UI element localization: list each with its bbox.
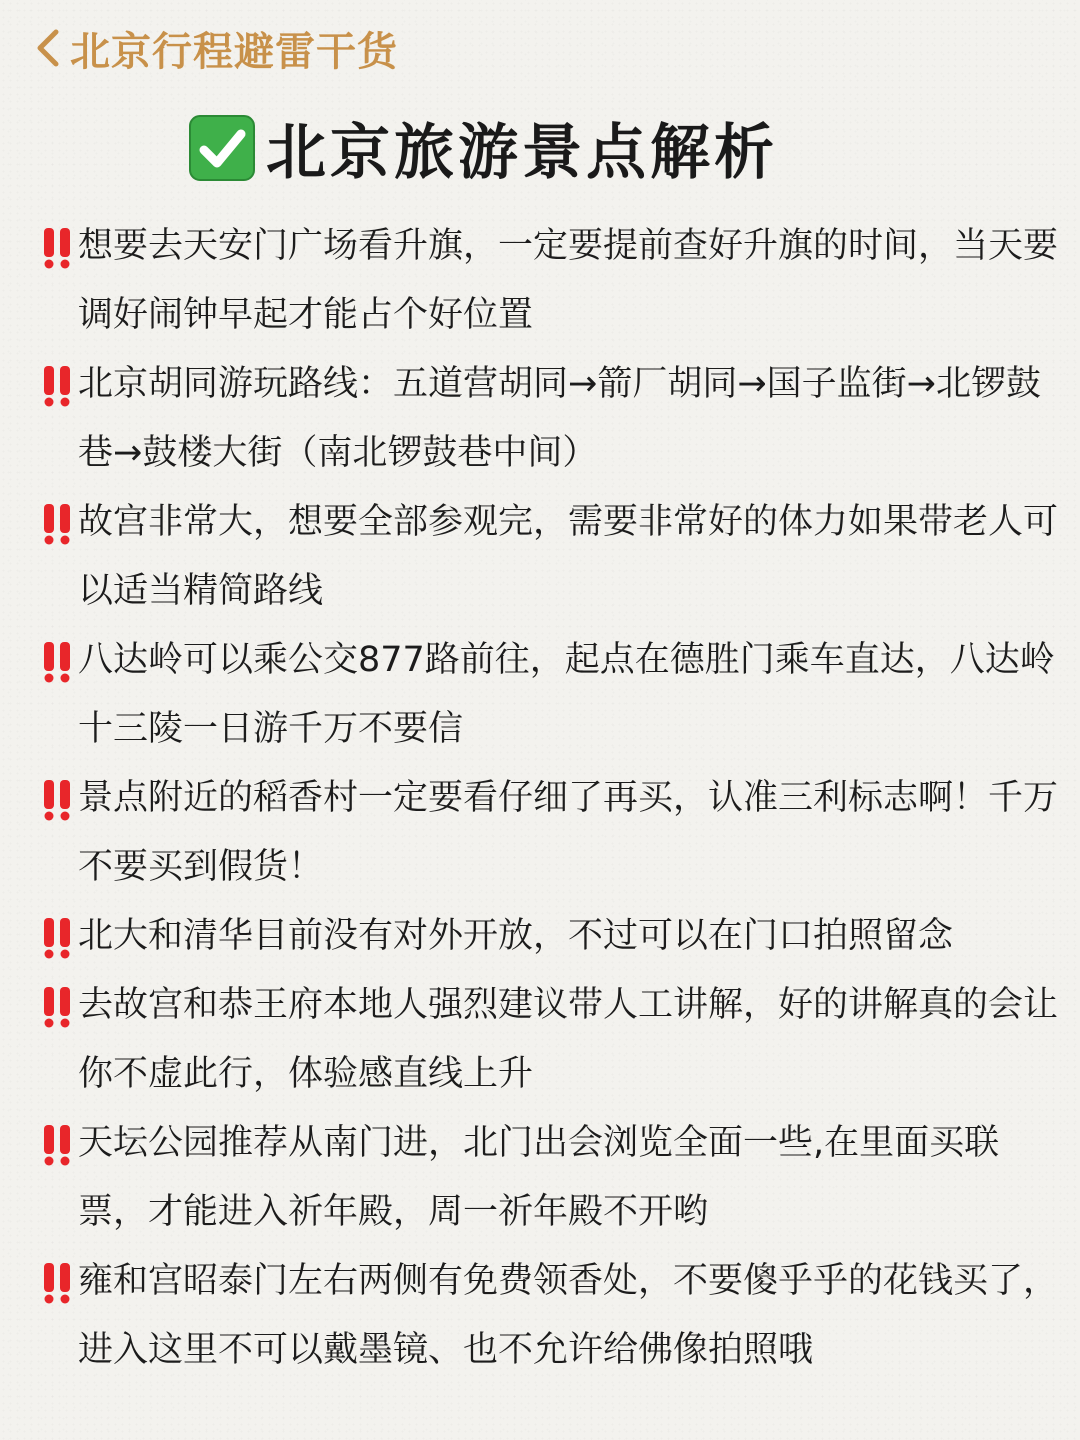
tip-text: 北京胡同游玩路线：五道营胡同→箭厂胡同→国子监街→北锣鼓巷→鼓楼大街（南北锣鼓巷中间） (78, 364, 1041, 473)
tip-text: 雍和宫昭泰门左右两侧有免费领香处，不要傻乎乎的花钱买了，进入这里不可以戴墨镜、也不允许给佛像拍照哦 (78, 1261, 1059, 1370)
header-title: 北京行程避雷干货 (70, 28, 398, 75)
tip-text: 去故宫和恭王府本地人强烈建议带人工讲解，好的讲解真的会让你不虚此行，体验感直线上升 (78, 985, 1059, 1094)
list-item (34, 764, 1064, 902)
back-header[interactable] (30, 18, 398, 78)
tip-text: 北大和清华目前没有对外开放，不过可以在门口拍照留念 (78, 916, 954, 956)
tip-text: 八达岭可以乘公交877路前往，起点在德胜门乘车直达，八达岭十三陵一日游千万不要信 (78, 640, 1055, 749)
double-exclamation-icon (40, 986, 74, 1028)
list-item (34, 971, 1064, 1109)
double-exclamation-icon (40, 917, 74, 959)
list-item (34, 350, 1064, 488)
list-item (34, 626, 1064, 764)
list-item (34, 488, 1064, 626)
hero-title: 北京旅游景点解析 (266, 118, 778, 188)
tip-text: 景点附近的稻香村一定要看仔细了再买，认准三利标志啊！千万不要买到假货！ (78, 778, 1059, 887)
hero-heading (188, 110, 778, 186)
tips-list (34, 212, 1064, 1385)
tip-text: 故宫非常大，想要全部参观完，需要非常好的体力如果带老人可以适当精简路线 (78, 502, 1059, 611)
double-exclamation-icon (40, 503, 74, 545)
double-exclamation-icon (40, 227, 74, 269)
double-exclamation-icon (40, 365, 74, 407)
chevron-left-icon[interactable] (30, 26, 66, 70)
list-item (34, 212, 1064, 350)
list-item (34, 1247, 1064, 1385)
double-exclamation-icon (40, 1124, 74, 1166)
list-item (34, 1109, 1064, 1247)
tip-text: 想要去天安门广场看升旗，一定要提前查好升旗的时间，当天要调好闹钟早起才能占个好位置 (78, 226, 1059, 335)
list-item (34, 902, 1064, 971)
check-mark-button-icon (188, 114, 256, 182)
double-exclamation-icon (40, 1262, 74, 1304)
tip-text: 天坛公园推荐从南门进，北门出会浏览全面一些,在里面买联票，才能进入祈年殿，周一祈年殿不开哟 (78, 1123, 1000, 1232)
double-exclamation-icon (40, 641, 74, 683)
double-exclamation-icon (40, 779, 74, 821)
